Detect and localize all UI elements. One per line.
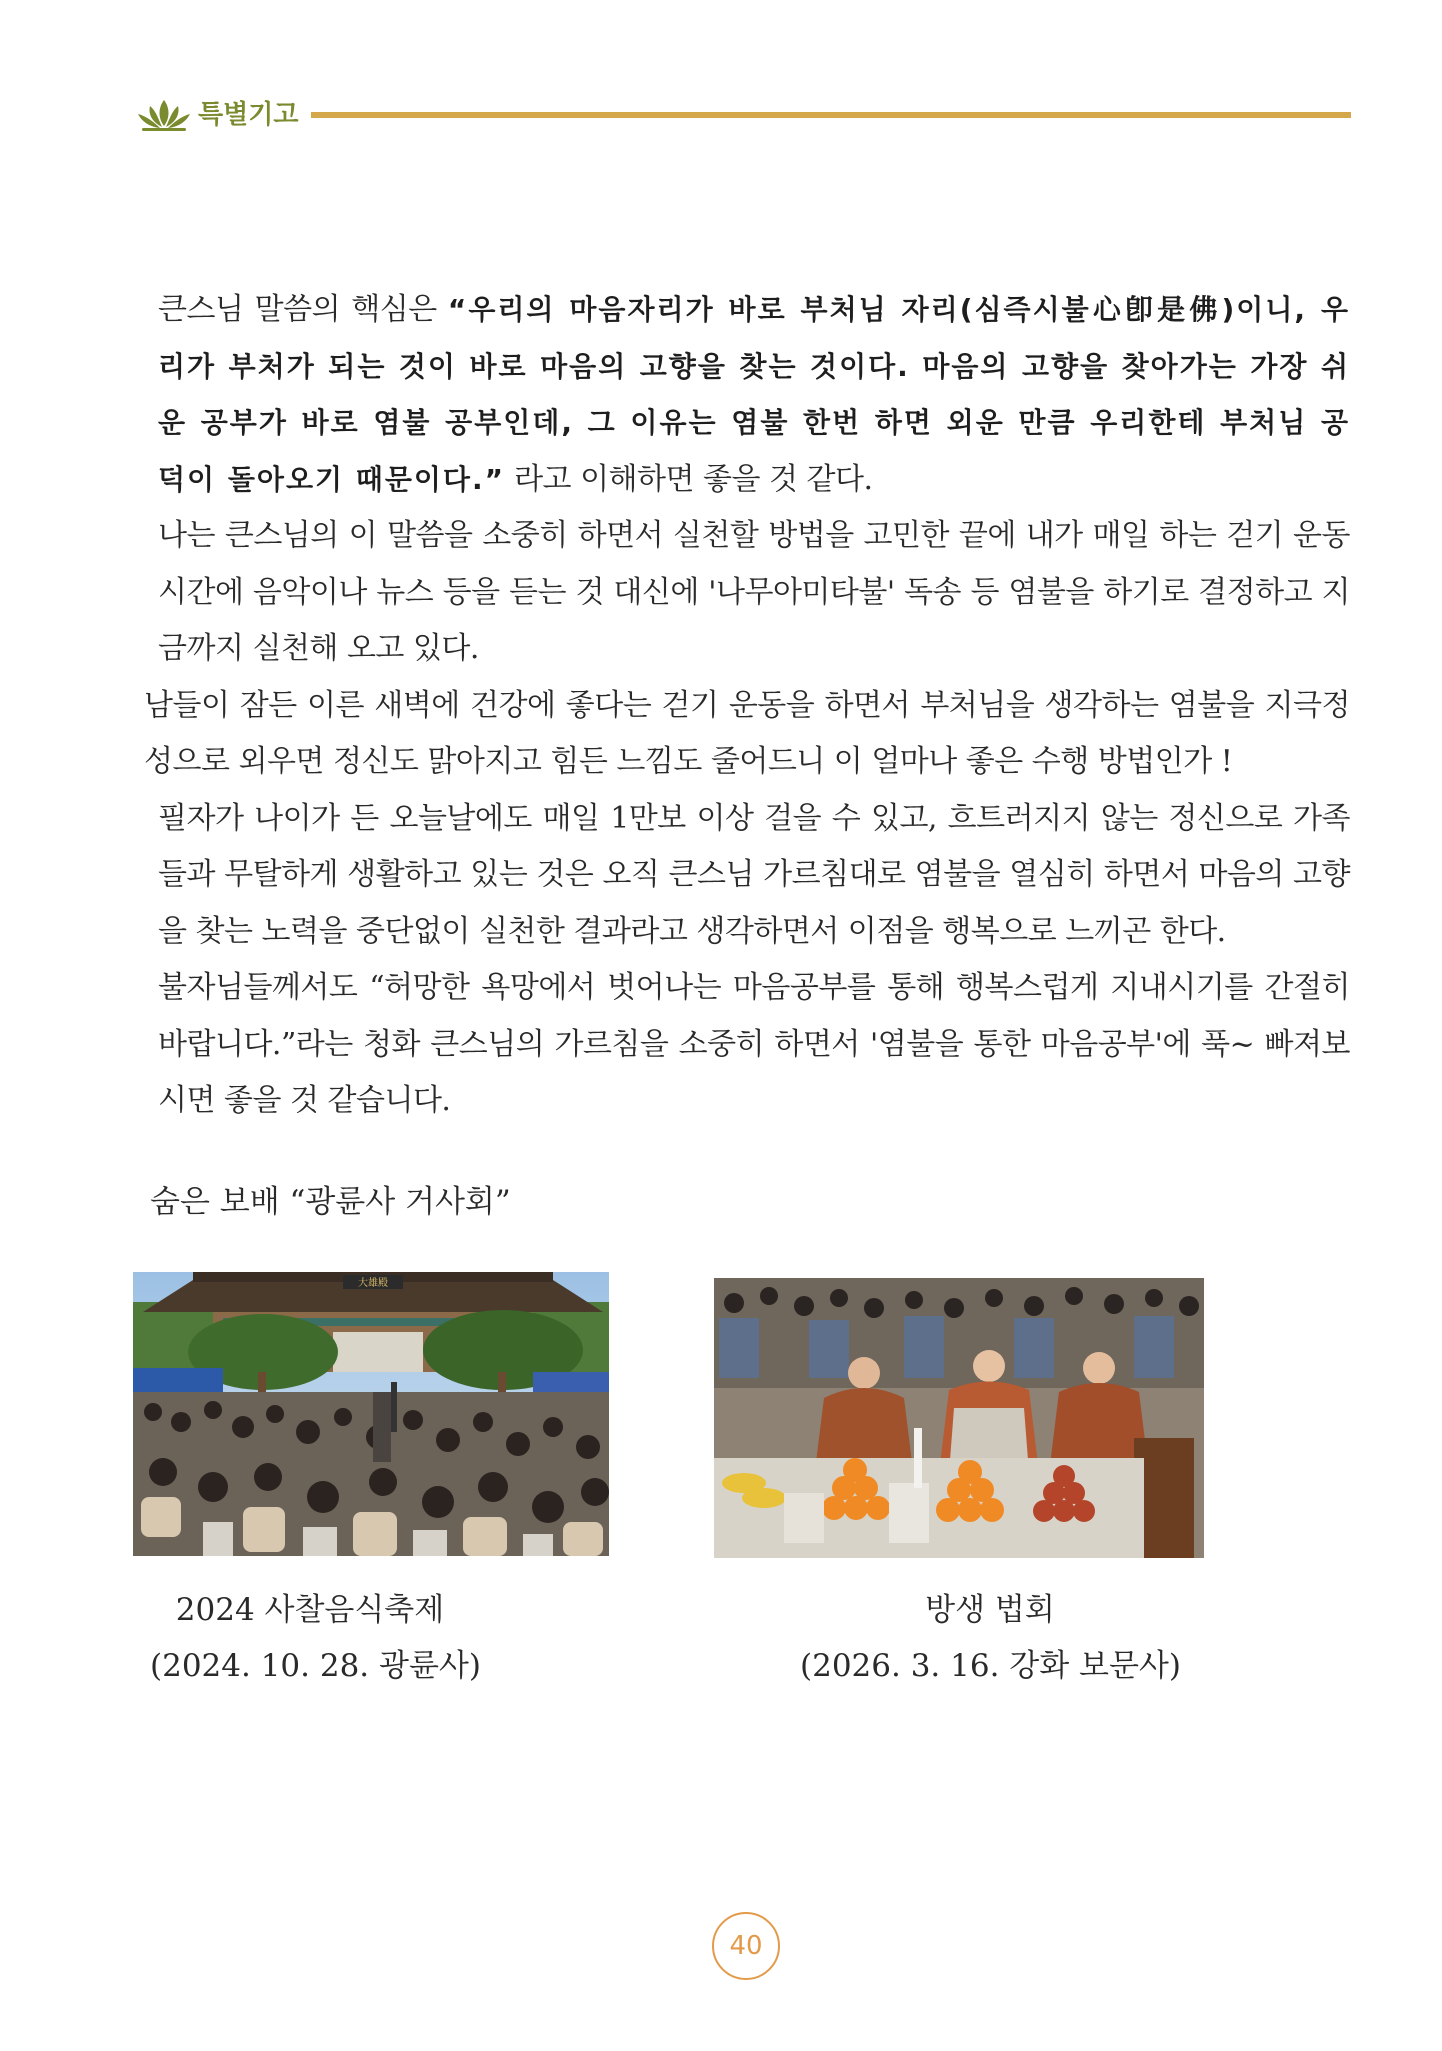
paragraph-1-quote: “우리의 마음자리가 바로 부처님 자리(심즉시불心卽是佛)이니, 우리가 부처가 되는 것이 바로 마음의 고향을 찾는 것이다. 마음의 고향을 찾아가는 가장 쉬운 공부가 바로 염불 공부인데, 그 이유는 염불 한번 하면 외운 만큼 우리한테 부처님 공덕이 돌아오기 때문이다.” — [158, 293, 1350, 496]
paragraph-1-tail: 라고 이해하면 좋을 것 같다. — [505, 461, 873, 497]
paragraph-1 — [136, 282, 1350, 508]
article-body — [136, 282, 1350, 1130]
paragraph-1-lead: 큰스님 말씀의 핵심은 — [158, 292, 448, 327]
paragraph-4: 필자가 나이가 든 오늘날에도 매일 1만보 이상 걸을 수 있고, 흐트러지지 않는 정신으로 가족들과 무탈하게 생활하고 있는 것은 오직 큰스님 가르침대로 염불을 열심히 하면서 마음의 고향을 찾는 노력을 중단없이 실천한 결과라고 생각하면서 이점을 행복으로 느끼곤 한다. — [158, 800, 1350, 949]
festival-caption-title: 2024 사찰음식축제 — [175, 1592, 445, 1628]
temple-signboard: 大雄殿 — [358, 1278, 388, 1289]
ceremony-caption-date: (2026. 3. 16. 강화 보문사) — [800, 1648, 1181, 1684]
festival-caption-date: (2024. 10. 28. 광륜사) — [150, 1648, 481, 1684]
header-rule — [311, 112, 1351, 118]
ceremony-caption-title: 방생 법회 — [925, 1592, 1055, 1628]
paragraph-3: 남들이 잠든 이른 새벽에 건강에 좋다는 걷기 운동을 하면서 부처님을 생각하는 염불을 지극정성으로 외우면 정신도 맑아지고 힘든 느낌도 줄어드니 이 얼마나 좋은 수행 방법인가 ! — [144, 687, 1350, 779]
festival-photo — [133, 1272, 609, 1556]
festival-caption — [150, 1582, 481, 1694]
paragraph-5: 불자님들께서도 “허망한 욕망에서 벗어나는 마음공부를 통해 행복스럽게 지내시기를 간절히 바랍니다.”라는 청화 큰스님의 가르침을 소중히 하면서 '염불을 통한 마음공부'에 푹~ 빠져보시면 좋을 것 같습니다. — [158, 970, 1350, 1118]
section-label: 특별기고 — [198, 100, 299, 130]
page-header — [136, 96, 1350, 136]
paragraph-2: 나는 큰스님의 이 말씀을 소중히 하면서 실천할 방법을 고민한 끝에 내가 매일 하는 걷기 운동 시간에 음악이나 뉴스 등을 듣는 것 대신에 '나무아미타불' 독송 등 염불을 하기로 결정하고 지금까지 실천해 오고 있다. — [158, 518, 1350, 666]
lotus-icon — [136, 98, 192, 132]
subheading: 숨은 보배 “광륜사 거사회” — [150, 1184, 511, 1220]
page-number: 40 — [712, 1912, 780, 1980]
ceremony-photo — [714, 1278, 1204, 1558]
ceremony-caption — [800, 1582, 1180, 1694]
